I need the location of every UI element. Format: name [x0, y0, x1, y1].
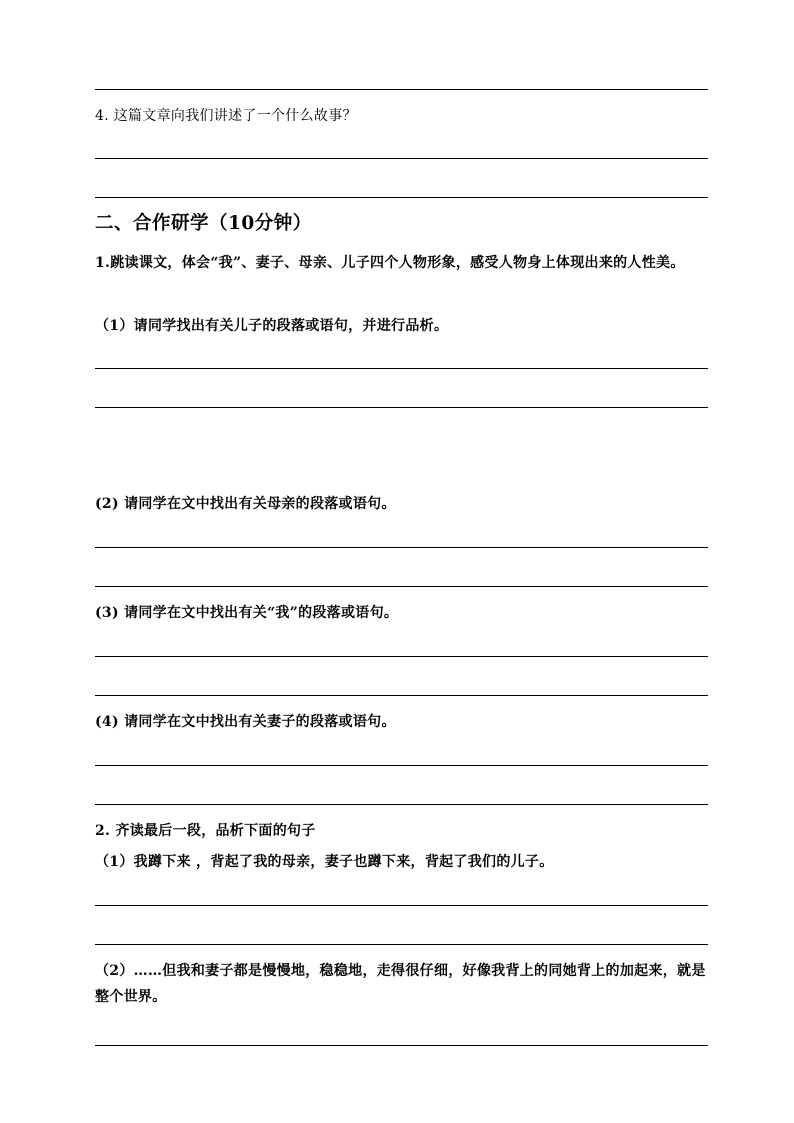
answer-line: [95, 695, 708, 696]
question-4: 4. 这篇文章向我们讲述了一个什么故事？: [95, 108, 357, 124]
answer-line: [95, 1045, 708, 1046]
item-1-sub-2: (2) 请同学在文中找出有关母亲的段落或语句。: [95, 496, 396, 512]
answer-line: [95, 944, 708, 945]
item-1-sub-4: (4) 请同学在文中找出有关妻子的段落或语句。: [95, 714, 396, 730]
item-1-sub-3: (3) 请同学在文中找出有关“我”的段落或语句。: [95, 605, 399, 621]
item-2-prompt: 2. 齐读最后一段，品析下面的句子: [95, 823, 316, 839]
answer-line: [95, 804, 708, 805]
answer-line: [95, 905, 708, 906]
answer-line: [95, 368, 708, 369]
answer-line: [95, 158, 708, 159]
answer-line: [95, 407, 708, 408]
answer-line: [95, 89, 708, 90]
item-1-prompt: 1.跳读课文，体会“我”、妻子、母亲、儿子四个人物形象，感受人物身上体现出来的人性美。: [95, 255, 685, 271]
item-2-sub-2: （2）……但我和妻子都是慢慢地，稳稳地，走得很仔细，好像我背上的同她背上的加起来，就是整个世界。: [95, 963, 706, 1005]
section-heading: 二、合作研学（10分钟）: [95, 213, 312, 234]
answer-line: [95, 586, 708, 587]
item-1-sub-1: （1）请同学找出有关儿子的段落或语句，并进行品析。: [95, 318, 449, 334]
answer-line: [95, 765, 708, 766]
answer-line: [95, 547, 708, 548]
answer-line: [95, 656, 708, 657]
answer-line: [95, 197, 708, 198]
item-2-sub-1: （1）我蹲下来 ，背起了我的母亲，妻子也蹲下来，背起了我们的儿子。: [95, 854, 554, 870]
